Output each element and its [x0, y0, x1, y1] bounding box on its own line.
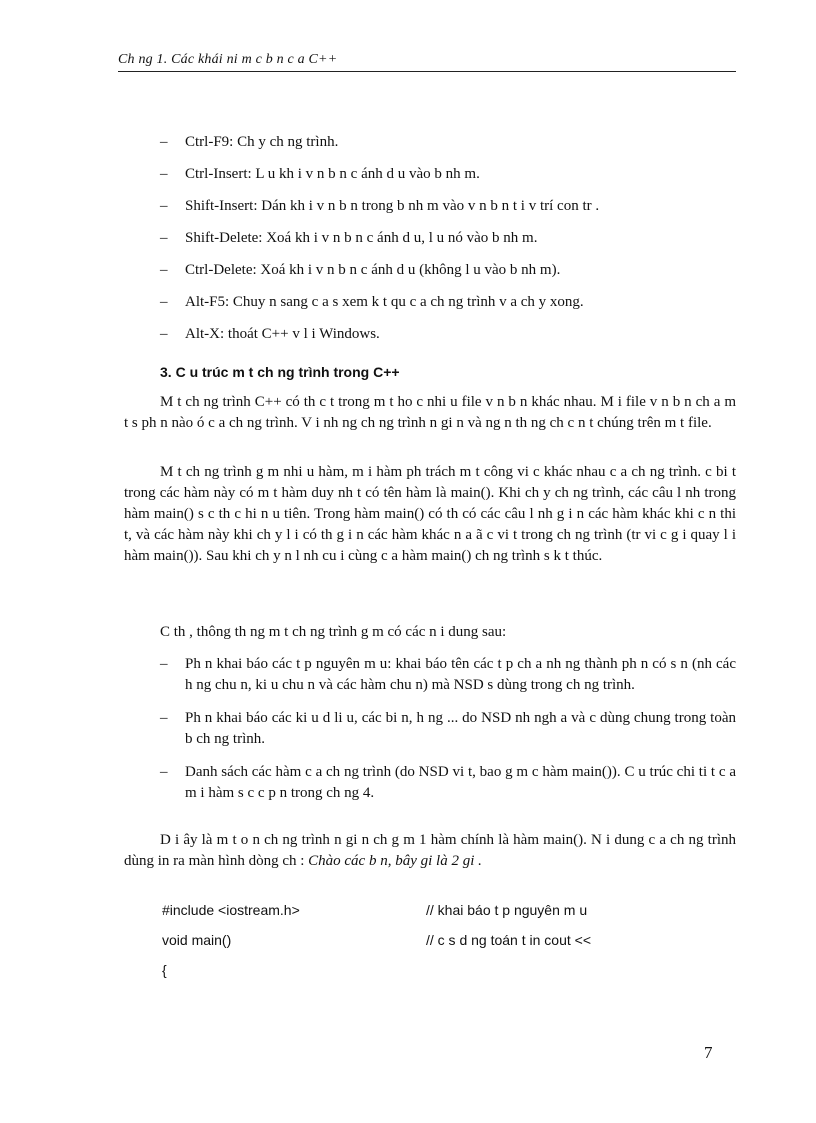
dash-bullet: – [160, 764, 168, 780]
shortcut-text: Ctrl-Insert: L u kh i v n b n c ánh d u vào b nh m. [185, 166, 480, 182]
shortcut-text: Shift-Insert: Dán kh i v n b n trong b nh m vào v n b n t i v trí con tr . [185, 198, 600, 214]
dash-bullet: – [160, 198, 168, 214]
code-line [162, 962, 722, 992]
dash-bullet: – [160, 134, 168, 150]
content-text: Ph n khai báo các ki u d li u, các bi n, h ng ... do NSD nh ngh a và c dùng chung trong toàn b ch ng trình. [185, 710, 736, 747]
code-text: #include <iostream.h> [162, 902, 300, 918]
content-item [160, 762, 736, 804]
shortcut-item [160, 292, 740, 324]
shortcut-item [160, 324, 740, 356]
shortcut-text: Ctrl-F9: Ch y ch ng trình. [185, 134, 339, 150]
dash-bullet: – [160, 326, 168, 342]
code-text: void main() [162, 932, 232, 948]
content-text: Ph n khai báo các t p nguyên m u: khai báo tên các t p ch a nh ng thành ph n có s n (nh các h ng chu n, ki u chu n và các hàm chu n) mà NSD s dùng trong ch ng trình. [185, 656, 736, 693]
shortcut-text: Ctrl-Delete: Xoá kh i v n b n c ánh d u (không l u vào b nh m). [185, 262, 561, 278]
shortcut-item [160, 164, 740, 196]
shortcut-item [160, 196, 740, 228]
code-line [162, 932, 722, 962]
paragraph-2: M t ch ng trình g m nhi u hàm, m i hàm ph trách m t công vi c khác nhau c a ch ng trình. c bi t trong các hàm này có m t hàm duy nh t có tên hàm là main(). Khi ch y ch ng trình, các câu l nh trong hàm main() s c th c hi n u tiên. Trong hàm main() có th có các câu l nh g i n các hàm khác khi c n thi t, và các hàm này khi ch y l i có th g i n các hàm khác n a ã c vi t trong ch ng trình (tr vi c g i quay l i hàm main()). Sau khi ch y n l nh cu i cùng c a hàm main() ch ng trình s k t thúc. [124, 464, 736, 564]
paragraph-4 [124, 830, 736, 872]
shortcut-text: Alt-F5: Chuy n sang c a s xem k t qu c a ch ng trình v a ch y xong. [185, 294, 584, 310]
code-comment: // c s d ng toán t in cout << [426, 932, 591, 948]
dash-bullet: – [160, 166, 168, 182]
section-heading: 3. C u trúc m t ch ng trình trong C++ [160, 364, 400, 380]
chapter-header: Ch ng 1. Các khái ni m c b n c a C++ [118, 52, 338, 67]
program-contents-list [160, 654, 736, 816]
paragraph-4-text: D i ây là m t o n ch ng trình n gi n ch g m 1 hàm chính là hàm main(). N i dung c a ch ng trình dùng in ra màn hình dòng ch : [124, 832, 736, 869]
code-comment: // khai báo t p nguyên m u [426, 902, 588, 918]
page-number: 7 [704, 1043, 713, 1062]
code-line [162, 902, 722, 932]
shortcut-item [160, 260, 740, 292]
shortcut-list [160, 132, 740, 356]
content-item [160, 708, 736, 750]
dash-bullet: – [160, 710, 168, 726]
content-text: Danh sách các hàm c a ch ng trình (do NSD vi t, bao g m c hàm main()). C u trúc chi ti t c a m i hàm s c c p n trong ch ng 4. [185, 764, 736, 801]
shortcut-item [160, 228, 740, 260]
code-text: { [162, 962, 167, 978]
dash-bullet: – [160, 656, 168, 672]
shortcut-text: Alt-X: thoát C++ v l i Windows. [185, 326, 380, 342]
shortcut-item [160, 132, 740, 164]
paragraph-4-italic: Chào các b n, bây gi là 2 gi . [308, 853, 482, 869]
paragraph-1: M t ch ng trình C++ có th c t trong m t ho c nhi u file v n b n khác nhau. M i file v n b n ch a m t s ph n nào ó c a ch ng trình. V i nh ng ch ng trình n gi n và ng n th ng ch c n t chúng trên m t file. [124, 394, 736, 431]
dash-bullet: – [160, 230, 168, 246]
shortcut-text: Shift-Delete: Xoá kh i v n b n c ánh d u, l u nó vào b nh m. [185, 230, 538, 246]
code-block [162, 902, 722, 992]
header-rule [118, 71, 736, 72]
dash-bullet: – [160, 262, 168, 278]
paragraph-3: C th , thông th ng m t ch ng trình g m có các n i dung sau: [160, 624, 507, 640]
dash-bullet: – [160, 294, 168, 310]
content-item [160, 654, 736, 696]
